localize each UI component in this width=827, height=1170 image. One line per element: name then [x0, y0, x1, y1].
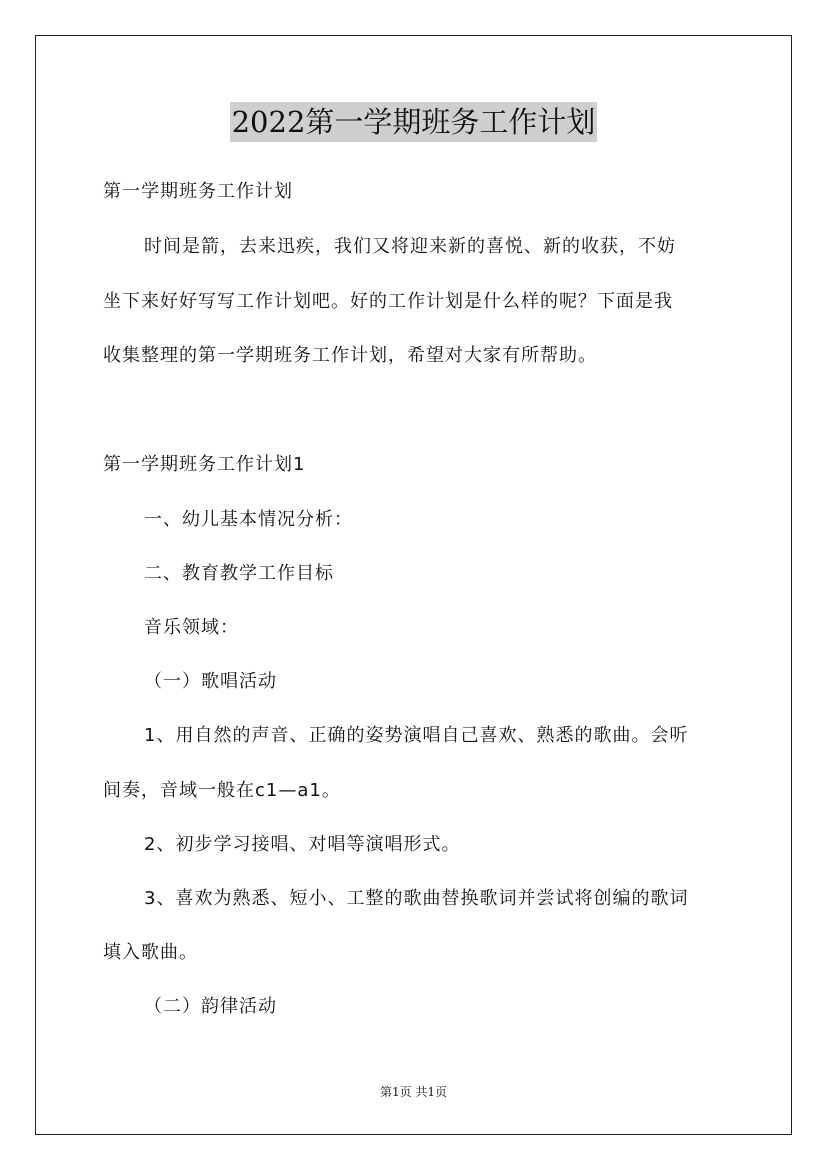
paragraph-line: 间奏，音域一般在c1—a1。 [103, 780, 341, 801]
paragraph-line: 1、用自然的声音、正确的姿势演唱自己喜欢、熟悉的歌曲。会听 [144, 725, 689, 746]
document-title: 2022第一学期班务工作计划 [230, 102, 598, 142]
paragraph-line: （二）韵律活动 [144, 996, 277, 1017]
paragraph-line: 二、教育教学工作目标 [144, 563, 334, 584]
paragraph-line: （一）歌唱活动 [144, 671, 277, 692]
paragraph-line: 收集整理的第一学期班务工作计划，希望对大家有所帮助。 [103, 345, 597, 366]
paragraph-line: 3、喜欢为熟悉、短小、工整的歌曲替换歌词并尝试将创编的歌词 [144, 888, 689, 909]
section-heading: 第一学期班务工作计划1 [103, 454, 306, 475]
title-container [0, 102, 827, 142]
paragraph-line: 坐下来好好写写工作计划吧。好的工作计划是什么样的呢？下面是我 [103, 291, 673, 312]
paragraph-line: 音乐领域： [144, 617, 239, 638]
page-footer: 第1页 共1页 [379, 1085, 448, 1099]
paragraph-line: 时间是箭，去来迅疾，我们又将迎来新的喜悦、新的收获，不妨 [144, 236, 676, 257]
paragraph-line: 2、初步学习接唱、对唱等演唱形式。 [144, 834, 461, 855]
section-heading: 第一学期班务工作计划 [103, 181, 293, 202]
paragraph-line: 一、幼儿基本情况分析： [144, 509, 353, 530]
paragraph-line: 填入歌曲。 [103, 942, 198, 963]
